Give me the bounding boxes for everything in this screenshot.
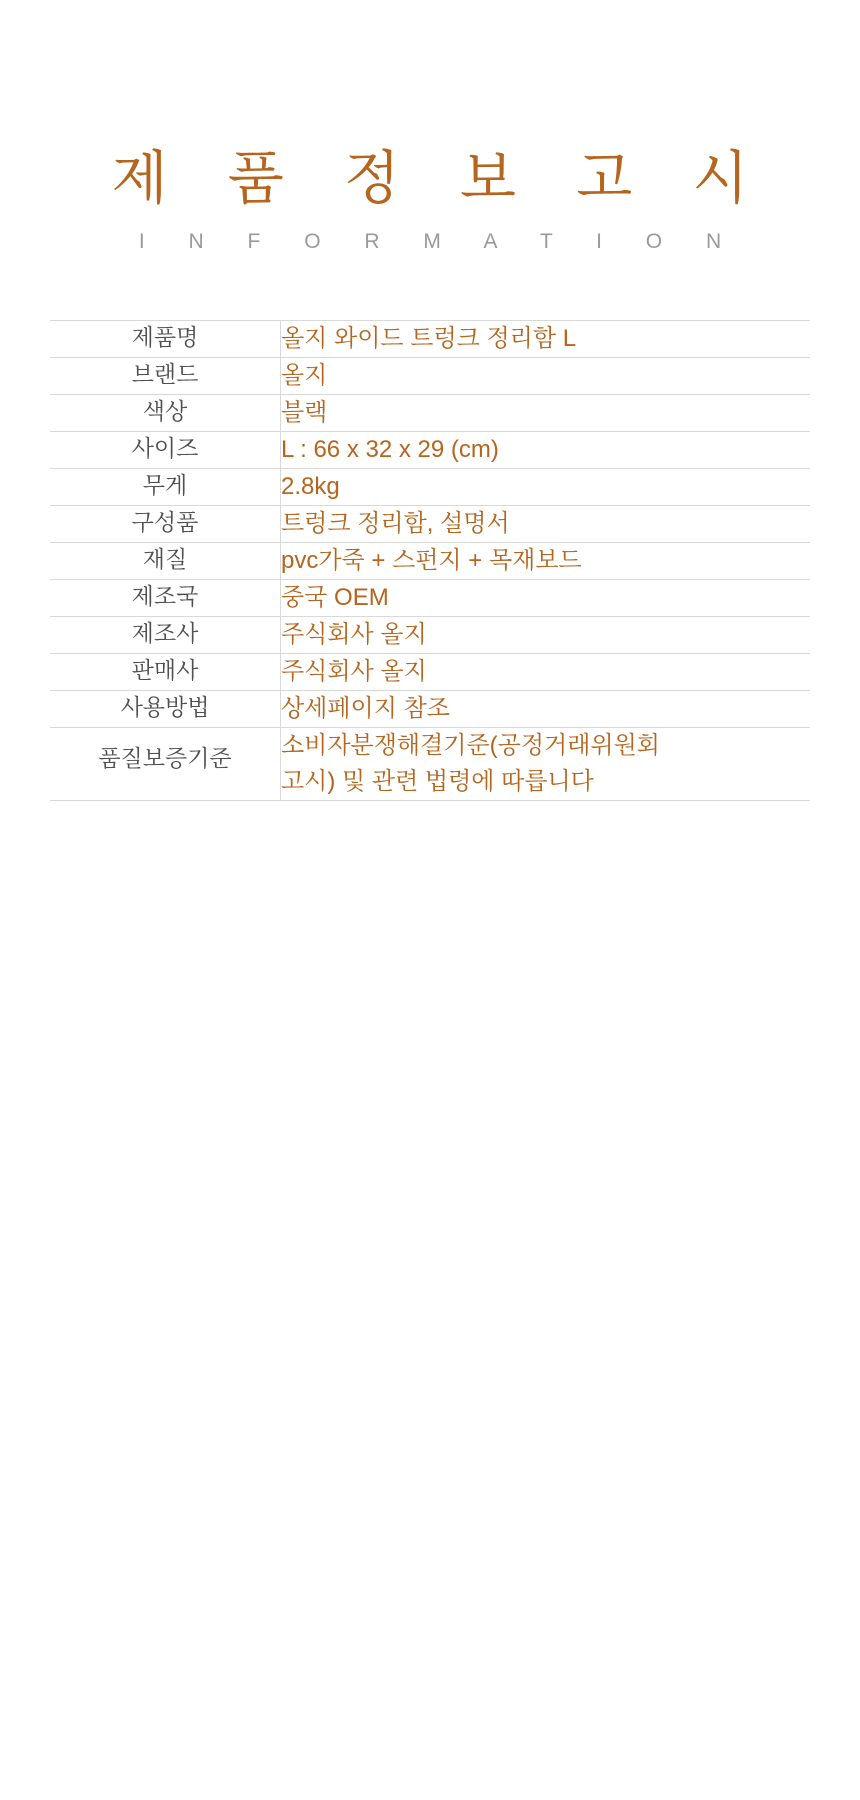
- row-value: 중국 OEM: [281, 584, 389, 611]
- row-label: 무게: [50, 469, 281, 506]
- row-value: 2.8kg: [281, 473, 340, 500]
- table-row: [50, 580, 810, 617]
- table-row: [50, 432, 810, 469]
- row-value: 상세페이지 참조: [281, 695, 450, 722]
- table-row: [50, 506, 810, 543]
- row-label: 사용방법: [50, 691, 281, 728]
- row-value: pvc가죽 + 스펀지 + 목재보드: [281, 547, 582, 574]
- product-info-table: [50, 320, 810, 801]
- row-label: 사이즈: [50, 432, 281, 469]
- row-label: 품질보증기준: [50, 728, 281, 801]
- row-value: [281, 728, 811, 801]
- row-label: 제조사: [50, 617, 281, 654]
- row-value: L : 66 x 32 x 29 (cm): [281, 436, 499, 463]
- row-label: 제품명: [50, 321, 281, 358]
- table-row: [50, 691, 810, 728]
- table-row: [50, 395, 810, 432]
- row-value: 주식회사 올지: [281, 621, 427, 648]
- table-row: [50, 358, 810, 395]
- page-title: 제 품 정 보 고 시: [111, 146, 771, 211]
- row-value: 올지 와이드 트렁크 정리함 L: [281, 325, 577, 352]
- row-value-line: 소비자분쟁해결기준(공정거래위원회: [281, 732, 660, 759]
- table-row: [50, 321, 810, 358]
- table-row: [50, 617, 810, 654]
- table-row: [50, 728, 810, 801]
- row-label: 구성품: [50, 506, 281, 543]
- row-label: 색상: [50, 395, 281, 432]
- row-label: 판매사: [50, 654, 281, 691]
- row-label: 제조국: [50, 580, 281, 617]
- page-header: [0, 0, 860, 254]
- table-row: [50, 469, 810, 506]
- table-row: [50, 543, 810, 580]
- row-value: 주식회사 올지: [281, 658, 427, 685]
- page-subtitle: I N F O R M A T I O N: [138, 230, 741, 253]
- row-label: 재질: [50, 543, 281, 580]
- row-value: 올지: [281, 362, 328, 389]
- row-value: 블랙: [281, 399, 328, 426]
- row-value: 트렁크 정리함, 설명서: [281, 510, 510, 537]
- table-row: [50, 654, 810, 691]
- row-label: 브랜드: [50, 358, 281, 395]
- row-value-line: 고시) 및 관련 법령에 따릅니다: [281, 768, 594, 795]
